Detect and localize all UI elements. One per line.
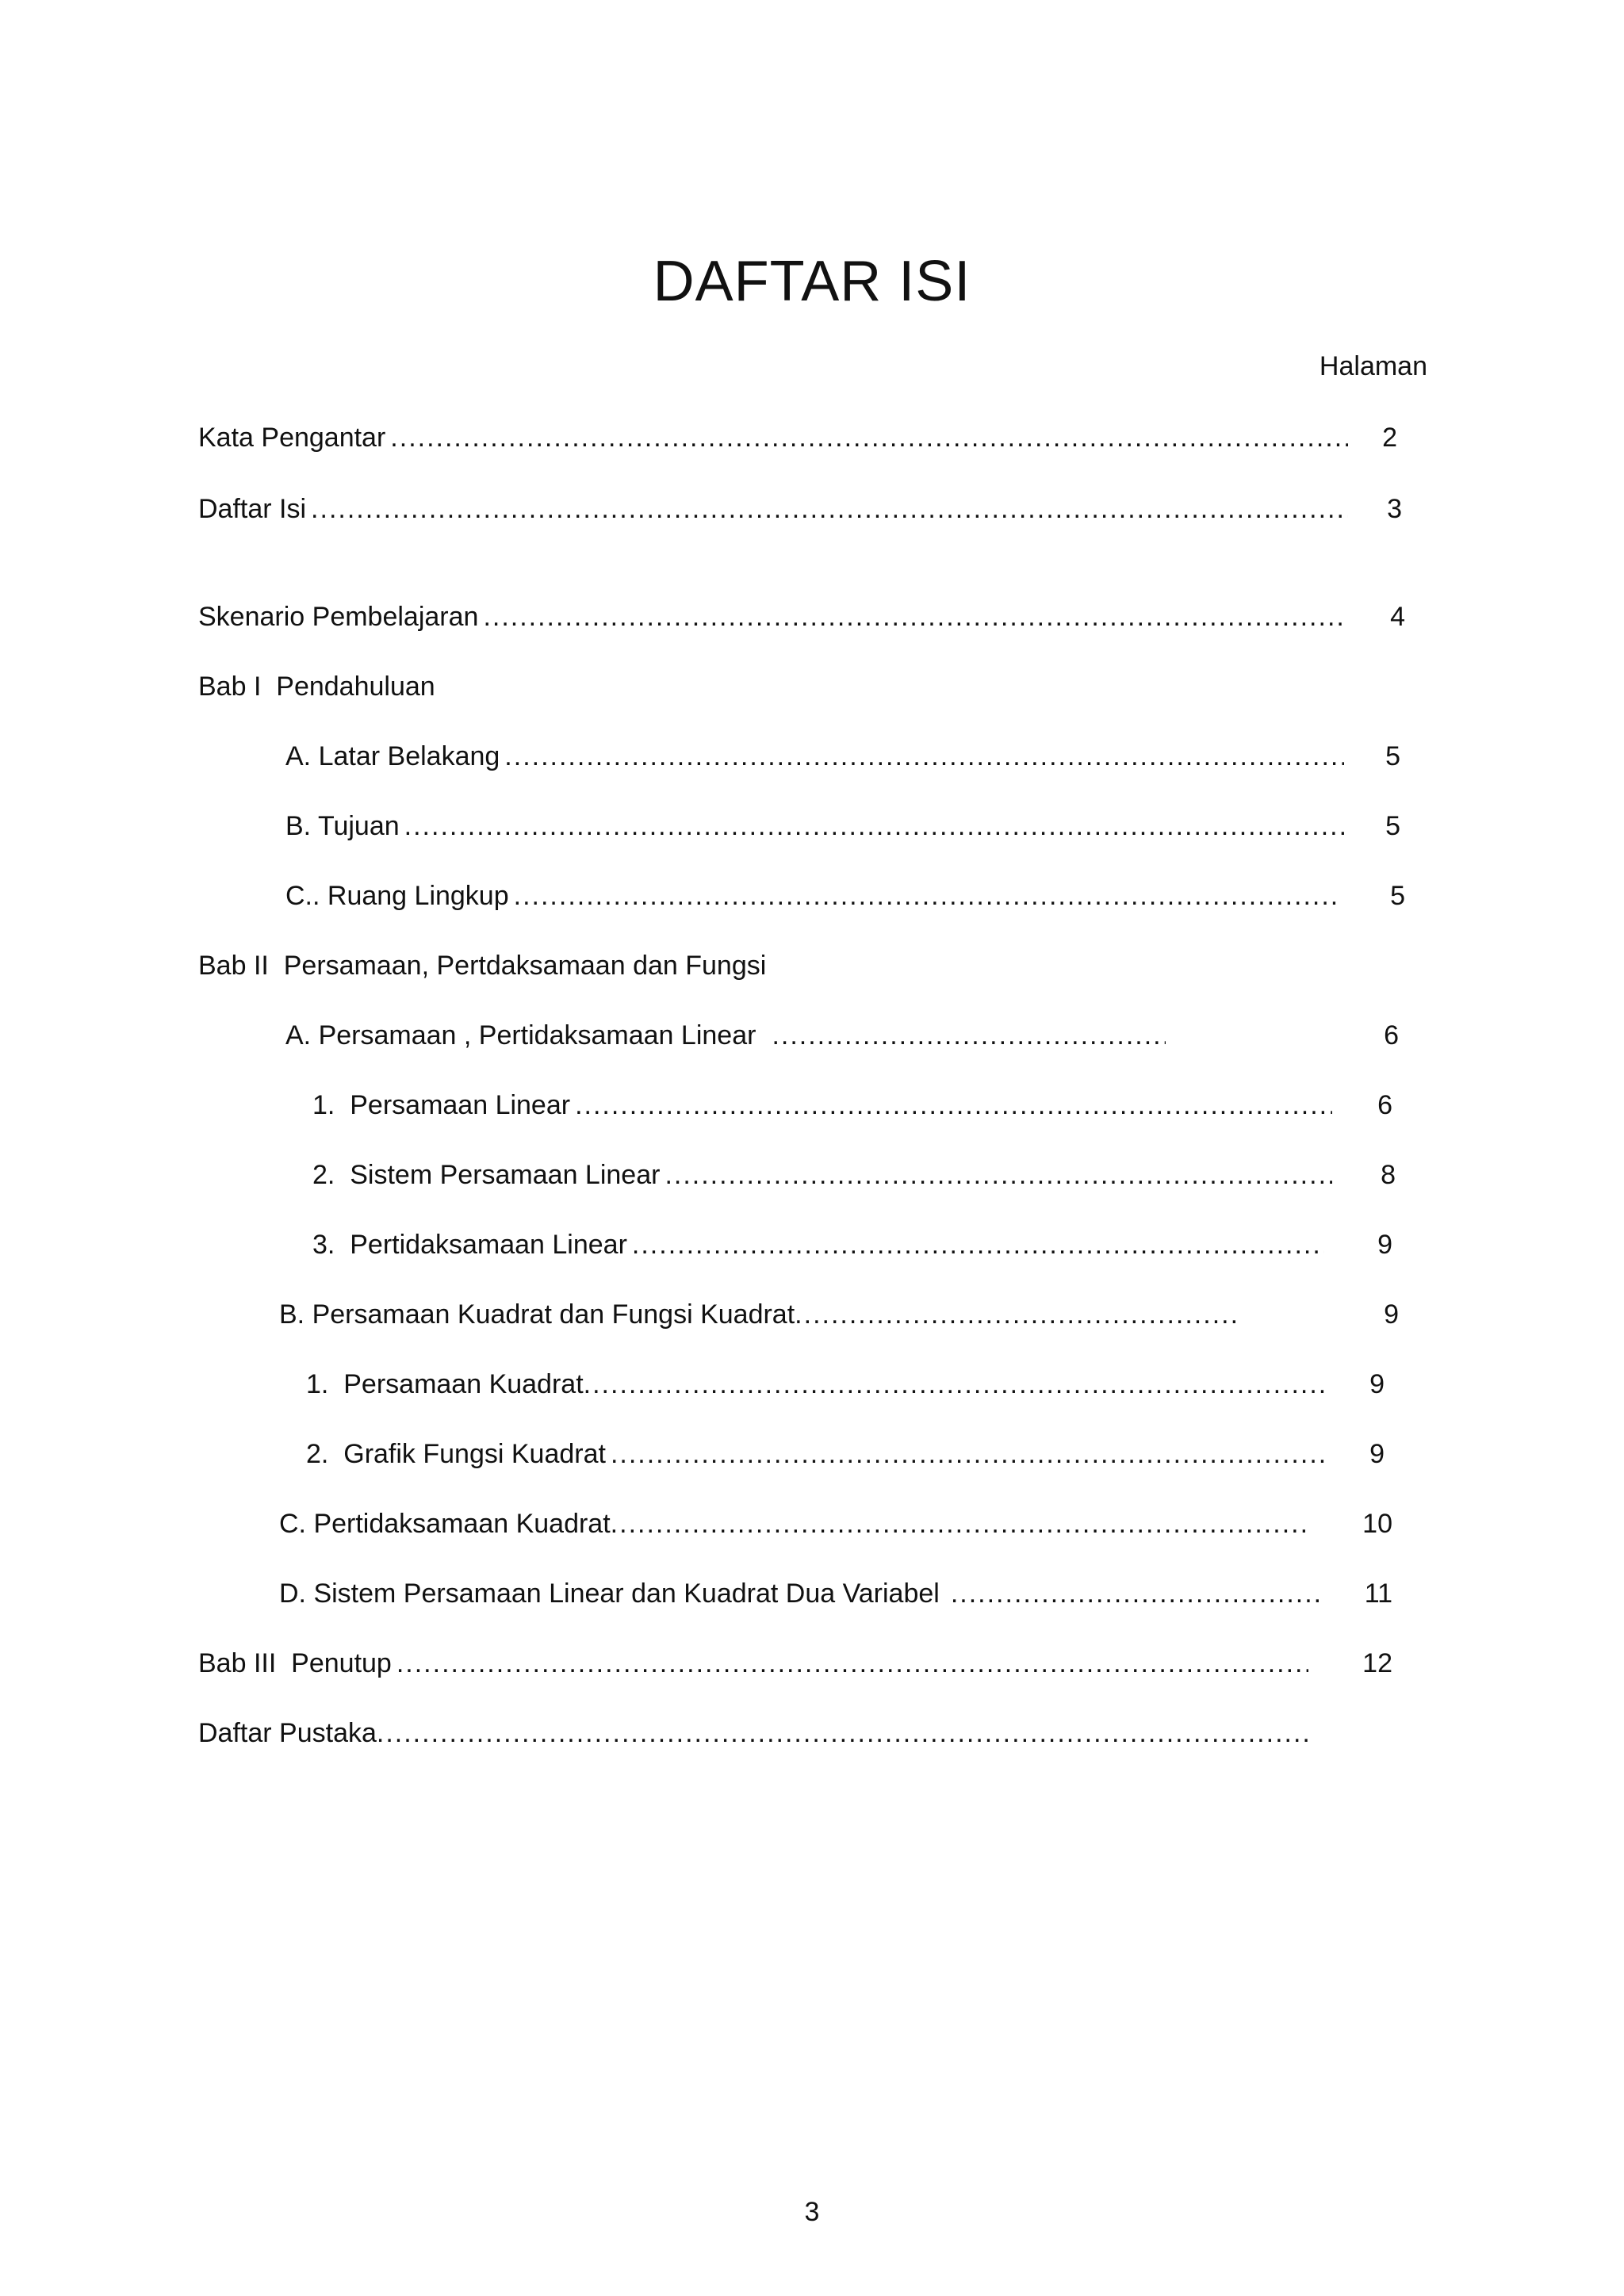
toc-entry-page: 2	[1382, 423, 1397, 453]
toc-entry-page: 12	[1362, 1648, 1392, 1678]
toc-entry-label: C.. Ruang Lingkup	[285, 881, 509, 911]
page-column-label: Halaman	[1319, 351, 1427, 381]
toc-entry[interactable]	[312, 1158, 1332, 1192]
toc-entry-page: 11	[1364, 1578, 1392, 1609]
toc-entry-label: A. Persamaan , Pertidaksamaan Linear	[285, 1020, 756, 1050]
toc-entry-label: Bab I Pendahuluan	[198, 672, 435, 702]
toc-entry[interactable]	[279, 1576, 1323, 1611]
toc-entry-label: Daftar Isi	[198, 494, 307, 524]
toc-entry-page: 5	[1390, 881, 1405, 911]
toc-entry-label: Bab III Penutup	[198, 1648, 392, 1678]
toc-dot-leader	[514, 878, 1340, 913]
toc-entry-label: C. Pertidaksamaan Kuadrat	[279, 1509, 611, 1539]
toc-entry-page: 9	[1377, 1230, 1392, 1260]
toc-entry[interactable]	[285, 809, 1344, 844]
toc-entry[interactable]	[198, 599, 1344, 634]
toc-dot-leader	[311, 492, 1348, 526]
toc-dot-leader	[504, 739, 1344, 774]
toc-entry-page: 8	[1381, 1160, 1396, 1190]
toc-entry[interactable]	[198, 420, 1348, 455]
toc-entry[interactable]	[306, 1367, 1324, 1402]
toc-entry-page: 9	[1369, 1369, 1385, 1399]
toc-entry-page: 6	[1377, 1090, 1392, 1120]
toc-entry[interactable]	[312, 1088, 1332, 1123]
toc-entry-page: 6	[1384, 1020, 1399, 1050]
toc-entry[interactable]	[198, 1716, 1308, 1751]
page-number: 3	[804, 2197, 820, 2227]
toc-entry-page: 5	[1385, 741, 1400, 771]
toc-entry-page: 9	[1384, 1299, 1399, 1330]
toc-entry-page: 4	[1390, 602, 1405, 632]
toc-dot-leader	[483, 599, 1344, 634]
toc-entry[interactable]	[306, 1437, 1324, 1471]
toc-entry-label: 2. Grafik Fungsi Kuadrat	[306, 1439, 606, 1469]
toc-dot-leader	[951, 1576, 1323, 1611]
toc-entry[interactable]	[198, 492, 1348, 526]
toc-entry[interactable]	[285, 739, 1344, 774]
toc-dot-leader	[396, 1646, 1308, 1681]
toc-entry[interactable]	[279, 1506, 1312, 1541]
toc-dot-leader	[611, 1437, 1324, 1471]
toc-entry-page: 5	[1385, 811, 1400, 841]
toc-dot-leader	[632, 1227, 1324, 1262]
toc-entry-label: B. Tujuan	[285, 811, 400, 841]
toc-entry-label: D. Sistem Persamaan Linear dan Kuadrat Dua Variabel	[279, 1578, 940, 1609]
toc-dot-leader	[377, 1716, 1308, 1751]
toc-entry-label: Kata Pengantar	[198, 423, 386, 453]
toc-chapter-heading[interactable]	[198, 948, 766, 983]
toc-entry-label: B. Persamaan Kuadrat dan Fungsi Kuadrat	[279, 1299, 795, 1330]
toc-entry[interactable]	[312, 1227, 1324, 1262]
toc-dot-leader	[611, 1506, 1312, 1541]
toc-dot-leader	[795, 1297, 1240, 1332]
toc-entry[interactable]	[285, 1018, 1166, 1053]
toc-entry-page: 9	[1369, 1439, 1385, 1469]
toc-entry-label: 3. Pertidaksamaan Linear	[312, 1230, 627, 1260]
toc-dot-leader	[390, 420, 1348, 455]
toc-dot-leader	[404, 809, 1344, 844]
toc-chapter-heading[interactable]	[198, 669, 435, 704]
toc-entry[interactable]	[285, 878, 1340, 913]
toc-entry-page: 10	[1362, 1509, 1392, 1539]
toc-entry-label: Skenario Pembelajaran	[198, 602, 479, 632]
toc-entry-label: 2. Sistem Persamaan Linear	[312, 1160, 661, 1190]
toc-entry-label: 1. Persamaan Linear	[312, 1090, 571, 1120]
toc-dot-leader	[772, 1018, 1166, 1053]
toc-entry[interactable]	[198, 1646, 1308, 1681]
toc-entry-label: Daftar Pustaka	[198, 1718, 377, 1748]
toc-entry-label: Bab II Persamaan, Pertdaksamaan dan Fungsi	[198, 951, 767, 981]
toc-entry-label: A. Latar Belakang	[285, 741, 500, 771]
toc-entry[interactable]	[279, 1297, 1240, 1332]
toc-entry-label: 1. Persamaan Kuadrat	[306, 1369, 584, 1399]
toc-dot-leader	[584, 1367, 1324, 1402]
toc-dot-leader	[665, 1158, 1332, 1192]
toc-dot-leader	[575, 1088, 1332, 1123]
toc-entry-page: 3	[1387, 494, 1402, 524]
page-title: DAFTAR ISI	[653, 250, 971, 313]
